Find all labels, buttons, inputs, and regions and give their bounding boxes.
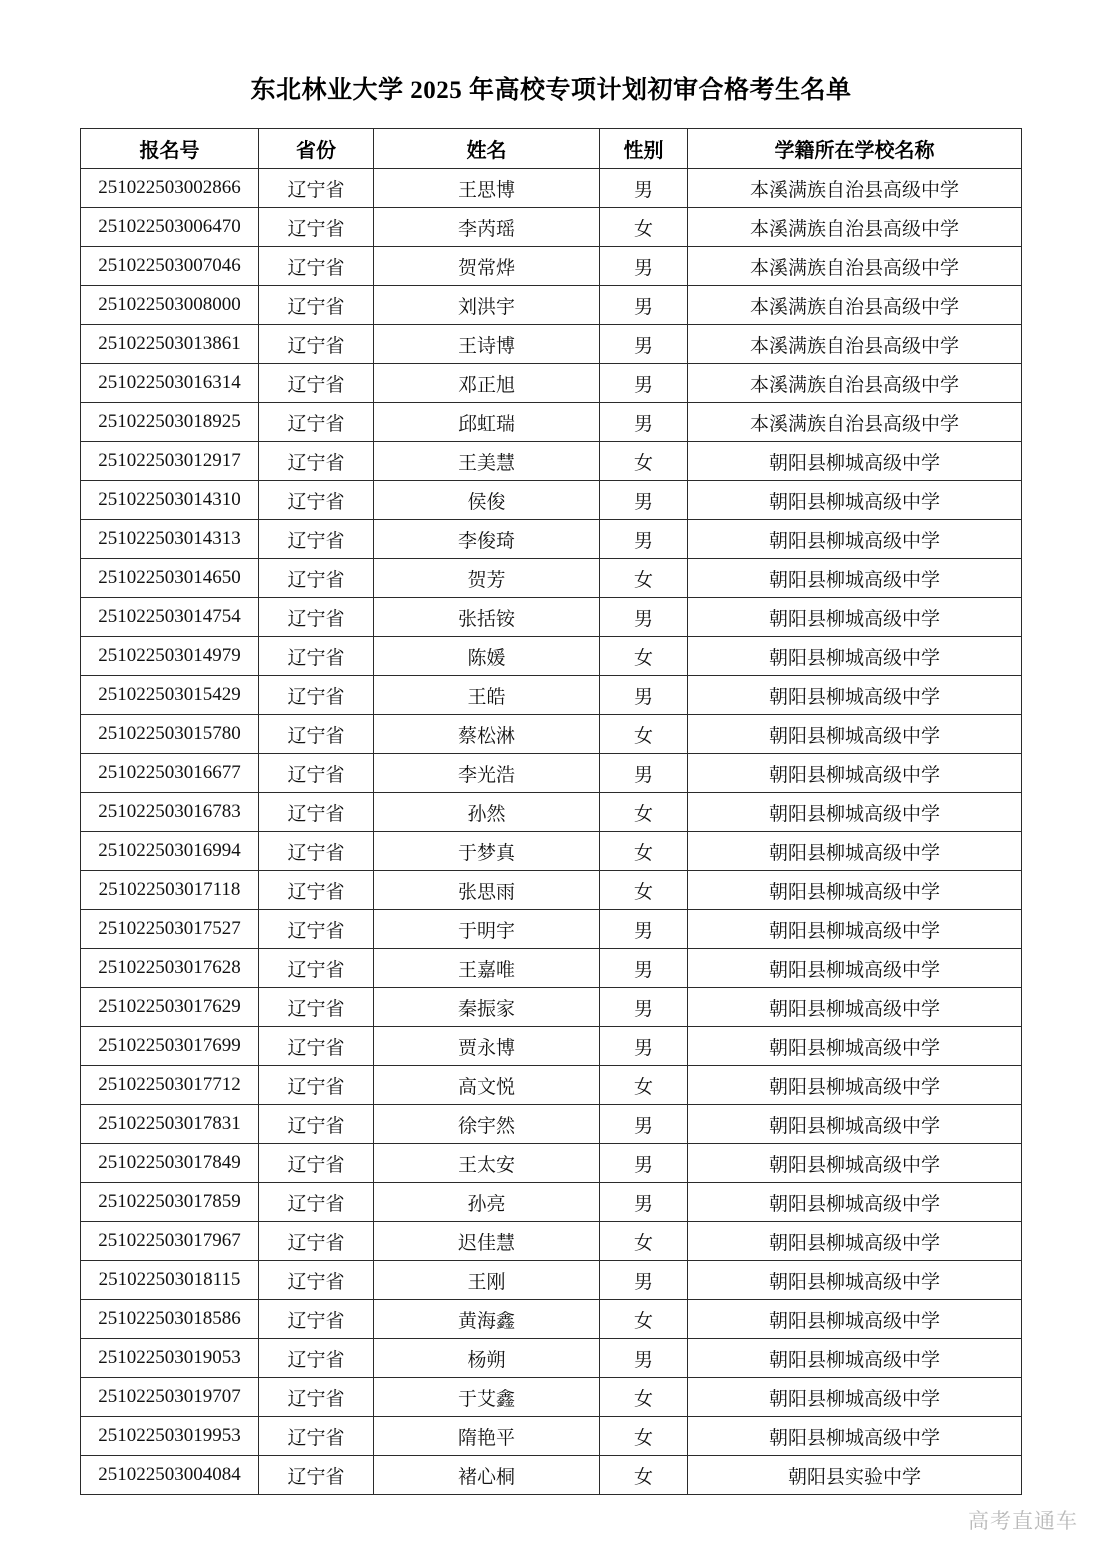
table-body bbox=[81, 169, 1022, 1495]
cell-school: 朝阳县柳城高级中学 bbox=[688, 1183, 1022, 1222]
cell-gender: 女 bbox=[600, 1417, 688, 1456]
cell-gender: 男 bbox=[600, 910, 688, 949]
cell-name: 李光浩 bbox=[374, 754, 600, 793]
cell-registration-number: 251022503014754 bbox=[81, 598, 259, 637]
cell-registration-number: 251022503017831 bbox=[81, 1105, 259, 1144]
cell-school: 朝阳县柳城高级中学 bbox=[688, 481, 1022, 520]
table-row bbox=[81, 949, 1022, 988]
cell-registration-number: 251022503018115 bbox=[81, 1261, 259, 1300]
table-row bbox=[81, 286, 1022, 325]
cell-school: 本溪满族自治县高级中学 bbox=[688, 364, 1022, 403]
table-row bbox=[81, 442, 1022, 481]
cell-registration-number: 251022503012917 bbox=[81, 442, 259, 481]
table-row bbox=[81, 1144, 1022, 1183]
cell-school: 朝阳县柳城高级中学 bbox=[688, 1339, 1022, 1378]
cell-school: 朝阳县柳城高级中学 bbox=[688, 676, 1022, 715]
cell-province: 辽宁省 bbox=[259, 1222, 374, 1261]
table-row bbox=[81, 559, 1022, 598]
cell-name: 王美慧 bbox=[374, 442, 600, 481]
cell-name: 孙然 bbox=[374, 793, 600, 832]
cell-school: 朝阳县柳城高级中学 bbox=[688, 598, 1022, 637]
cell-registration-number: 251022503017712 bbox=[81, 1066, 259, 1105]
cell-school: 朝阳县柳城高级中学 bbox=[688, 1105, 1022, 1144]
table-row bbox=[81, 1183, 1022, 1222]
cell-registration-number: 251022503019707 bbox=[81, 1378, 259, 1417]
table-row bbox=[81, 1456, 1022, 1495]
table-row bbox=[81, 169, 1022, 208]
cell-province: 辽宁省 bbox=[259, 1300, 374, 1339]
cell-name: 黄海鑫 bbox=[374, 1300, 600, 1339]
cell-gender: 男 bbox=[600, 598, 688, 637]
column-header-school: 学籍所在学校名称 bbox=[688, 129, 1022, 169]
cell-registration-number: 251022503014650 bbox=[81, 559, 259, 598]
cell-name: 张思雨 bbox=[374, 871, 600, 910]
cell-registration-number: 251022503016783 bbox=[81, 793, 259, 832]
cell-province: 辽宁省 bbox=[259, 598, 374, 637]
cell-registration-number: 251022503014310 bbox=[81, 481, 259, 520]
cell-gender: 男 bbox=[600, 403, 688, 442]
cell-registration-number: 251022503014313 bbox=[81, 520, 259, 559]
cell-province: 辽宁省 bbox=[259, 169, 374, 208]
cell-name: 李芮瑶 bbox=[374, 208, 600, 247]
table-row bbox=[81, 1300, 1022, 1339]
cell-school: 本溪满族自治县高级中学 bbox=[688, 169, 1022, 208]
cell-registration-number: 251022503002866 bbox=[81, 169, 259, 208]
table-row bbox=[81, 481, 1022, 520]
cell-school: 朝阳县柳城高级中学 bbox=[688, 520, 1022, 559]
cell-name: 贺常烨 bbox=[374, 247, 600, 286]
cell-name: 隋艳平 bbox=[374, 1417, 600, 1456]
cell-name: 徐宇然 bbox=[374, 1105, 600, 1144]
cell-registration-number: 251022503017849 bbox=[81, 1144, 259, 1183]
cell-registration-number: 251022503017527 bbox=[81, 910, 259, 949]
cell-school: 朝阳县柳城高级中学 bbox=[688, 949, 1022, 988]
cell-gender: 女 bbox=[600, 208, 688, 247]
cell-registration-number: 251022503019953 bbox=[81, 1417, 259, 1456]
cell-school: 朝阳县柳城高级中学 bbox=[688, 442, 1022, 481]
cell-province: 辽宁省 bbox=[259, 559, 374, 598]
cell-gender: 女 bbox=[600, 1456, 688, 1495]
cell-registration-number: 251022503018586 bbox=[81, 1300, 259, 1339]
table-row bbox=[81, 754, 1022, 793]
cell-school: 朝阳县实验中学 bbox=[688, 1456, 1022, 1495]
cell-name: 陈媛 bbox=[374, 637, 600, 676]
cell-school: 朝阳县柳城高级中学 bbox=[688, 1378, 1022, 1417]
cell-name: 蔡松淋 bbox=[374, 715, 600, 754]
cell-province: 辽宁省 bbox=[259, 247, 374, 286]
cell-name: 王诗博 bbox=[374, 325, 600, 364]
table-row bbox=[81, 832, 1022, 871]
cell-name: 王嘉唯 bbox=[374, 949, 600, 988]
cell-gender: 女 bbox=[600, 1222, 688, 1261]
cell-gender: 男 bbox=[600, 364, 688, 403]
cell-school: 本溪满族自治县高级中学 bbox=[688, 208, 1022, 247]
cell-gender: 男 bbox=[600, 676, 688, 715]
cell-registration-number: 251022503017629 bbox=[81, 988, 259, 1027]
table-row bbox=[81, 1378, 1022, 1417]
cell-school: 朝阳县柳城高级中学 bbox=[688, 910, 1022, 949]
cell-school: 本溪满族自治县高级中学 bbox=[688, 325, 1022, 364]
cell-registration-number: 251022503008000 bbox=[81, 286, 259, 325]
cell-registration-number: 251022503015780 bbox=[81, 715, 259, 754]
cell-province: 辽宁省 bbox=[259, 676, 374, 715]
cell-gender: 女 bbox=[600, 832, 688, 871]
cell-name: 于明宇 bbox=[374, 910, 600, 949]
cell-province: 辽宁省 bbox=[259, 715, 374, 754]
cell-province: 辽宁省 bbox=[259, 208, 374, 247]
table-row bbox=[81, 247, 1022, 286]
table-row bbox=[81, 1105, 1022, 1144]
cell-province: 辽宁省 bbox=[259, 1105, 374, 1144]
table-row bbox=[81, 637, 1022, 676]
cell-registration-number: 251022503017699 bbox=[81, 1027, 259, 1066]
cell-school: 朝阳县柳城高级中学 bbox=[688, 1027, 1022, 1066]
cell-province: 辽宁省 bbox=[259, 1183, 374, 1222]
table-row bbox=[81, 1261, 1022, 1300]
roster-table bbox=[80, 128, 1022, 1495]
cell-province: 辽宁省 bbox=[259, 1417, 374, 1456]
cell-school: 本溪满族自治县高级中学 bbox=[688, 403, 1022, 442]
table-row bbox=[81, 598, 1022, 637]
cell-school: 本溪满族自治县高级中学 bbox=[688, 286, 1022, 325]
cell-gender: 女 bbox=[600, 793, 688, 832]
cell-gender: 男 bbox=[600, 1261, 688, 1300]
cell-gender: 男 bbox=[600, 1339, 688, 1378]
cell-gender: 男 bbox=[600, 247, 688, 286]
table-row bbox=[81, 715, 1022, 754]
cell-school: 朝阳县柳城高级中学 bbox=[688, 559, 1022, 598]
table-row bbox=[81, 364, 1022, 403]
watermark: 高考直通车 bbox=[968, 1510, 1078, 1533]
cell-gender: 男 bbox=[600, 325, 688, 364]
cell-gender: 男 bbox=[600, 1183, 688, 1222]
cell-province: 辽宁省 bbox=[259, 286, 374, 325]
table-row bbox=[81, 1066, 1022, 1105]
cell-registration-number: 251022503016994 bbox=[81, 832, 259, 871]
cell-gender: 女 bbox=[600, 442, 688, 481]
column-header-province: 省份 bbox=[259, 129, 374, 169]
cell-gender: 女 bbox=[600, 871, 688, 910]
cell-gender: 女 bbox=[600, 1066, 688, 1105]
cell-registration-number: 251022503016677 bbox=[81, 754, 259, 793]
cell-province: 辽宁省 bbox=[259, 364, 374, 403]
cell-province: 辽宁省 bbox=[259, 403, 374, 442]
cell-name: 于梦真 bbox=[374, 832, 600, 871]
cell-province: 辽宁省 bbox=[259, 325, 374, 364]
cell-name: 于艾鑫 bbox=[374, 1378, 600, 1417]
cell-name: 刘洪宇 bbox=[374, 286, 600, 325]
page-title: 东北林业大学 2025 年高校专项计划初审合格考生名单 bbox=[250, 77, 852, 104]
cell-province: 辽宁省 bbox=[259, 637, 374, 676]
cell-province: 辽宁省 bbox=[259, 1066, 374, 1105]
table-row bbox=[81, 403, 1022, 442]
cell-province: 辽宁省 bbox=[259, 481, 374, 520]
cell-school: 朝阳县柳城高级中学 bbox=[688, 1417, 1022, 1456]
table-row bbox=[81, 520, 1022, 559]
cell-name: 孙亮 bbox=[374, 1183, 600, 1222]
column-header-registration-number: 报名号 bbox=[81, 129, 259, 169]
cell-gender: 男 bbox=[600, 1027, 688, 1066]
table-row bbox=[81, 988, 1022, 1027]
cell-school: 朝阳县柳城高级中学 bbox=[688, 1144, 1022, 1183]
cell-name: 张括铵 bbox=[374, 598, 600, 637]
cell-name: 王太安 bbox=[374, 1144, 600, 1183]
cell-name: 迟佳慧 bbox=[374, 1222, 600, 1261]
table-row bbox=[81, 208, 1022, 247]
cell-registration-number: 251022503017859 bbox=[81, 1183, 259, 1222]
cell-name: 侯俊 bbox=[374, 481, 600, 520]
cell-registration-number: 251022503019053 bbox=[81, 1339, 259, 1378]
cell-province: 辽宁省 bbox=[259, 754, 374, 793]
cell-gender: 男 bbox=[600, 1144, 688, 1183]
table-row bbox=[81, 910, 1022, 949]
cell-gender: 男 bbox=[600, 1105, 688, 1144]
cell-gender: 男 bbox=[600, 988, 688, 1027]
cell-province: 辽宁省 bbox=[259, 871, 374, 910]
cell-name: 邱虹瑞 bbox=[374, 403, 600, 442]
column-header-gender: 性别 bbox=[600, 129, 688, 169]
cell-registration-number: 251022503016314 bbox=[81, 364, 259, 403]
cell-province: 辽宁省 bbox=[259, 1378, 374, 1417]
cell-gender: 男 bbox=[600, 754, 688, 793]
cell-registration-number: 251022503004084 bbox=[81, 1456, 259, 1495]
cell-name: 李俊琦 bbox=[374, 520, 600, 559]
cell-registration-number: 251022503018925 bbox=[81, 403, 259, 442]
cell-name: 杨朔 bbox=[374, 1339, 600, 1378]
cell-province: 辽宁省 bbox=[259, 949, 374, 988]
cell-name: 王刚 bbox=[374, 1261, 600, 1300]
table-header bbox=[81, 129, 1022, 169]
cell-province: 辽宁省 bbox=[259, 1144, 374, 1183]
cell-school: 朝阳县柳城高级中学 bbox=[688, 1066, 1022, 1105]
cell-name: 邓正旭 bbox=[374, 364, 600, 403]
cell-registration-number: 251022503017967 bbox=[81, 1222, 259, 1261]
cell-registration-number: 251022503015429 bbox=[81, 676, 259, 715]
column-header-name: 姓名 bbox=[374, 129, 600, 169]
cell-province: 辽宁省 bbox=[259, 910, 374, 949]
cell-gender: 男 bbox=[600, 949, 688, 988]
table-row bbox=[81, 325, 1022, 364]
cell-school: 朝阳县柳城高级中学 bbox=[688, 832, 1022, 871]
cell-school: 朝阳县柳城高级中学 bbox=[688, 637, 1022, 676]
cell-name: 王思博 bbox=[374, 169, 600, 208]
table-row bbox=[81, 1027, 1022, 1066]
cell-gender: 男 bbox=[600, 286, 688, 325]
cell-name: 褚心桐 bbox=[374, 1456, 600, 1495]
cell-registration-number: 251022503017628 bbox=[81, 949, 259, 988]
cell-school: 朝阳县柳城高级中学 bbox=[688, 793, 1022, 832]
cell-gender: 女 bbox=[600, 559, 688, 598]
cell-gender: 男 bbox=[600, 481, 688, 520]
cell-school: 朝阳县柳城高级中学 bbox=[688, 1300, 1022, 1339]
cell-gender: 女 bbox=[600, 715, 688, 754]
table-header-row bbox=[81, 129, 1022, 169]
cell-name: 秦振家 bbox=[374, 988, 600, 1027]
cell-province: 辽宁省 bbox=[259, 1456, 374, 1495]
cell-school: 朝阳县柳城高级中学 bbox=[688, 871, 1022, 910]
cell-name: 高文悦 bbox=[374, 1066, 600, 1105]
cell-gender: 女 bbox=[600, 1300, 688, 1339]
cell-registration-number: 251022503014979 bbox=[81, 637, 259, 676]
cell-province: 辽宁省 bbox=[259, 520, 374, 559]
cell-school: 朝阳县柳城高级中学 bbox=[688, 754, 1022, 793]
cell-gender: 女 bbox=[600, 1378, 688, 1417]
table-row bbox=[81, 676, 1022, 715]
cell-registration-number: 251022503006470 bbox=[81, 208, 259, 247]
table-row bbox=[81, 871, 1022, 910]
table-row bbox=[81, 1222, 1022, 1261]
table-row bbox=[81, 793, 1022, 832]
cell-gender: 男 bbox=[600, 169, 688, 208]
cell-school: 朝阳县柳城高级中学 bbox=[688, 988, 1022, 1027]
roster-table-container bbox=[80, 128, 1021, 1495]
cell-province: 辽宁省 bbox=[259, 988, 374, 1027]
table-row bbox=[81, 1417, 1022, 1456]
cell-province: 辽宁省 bbox=[259, 442, 374, 481]
cell-registration-number: 251022503013861 bbox=[81, 325, 259, 364]
cell-province: 辽宁省 bbox=[259, 1261, 374, 1300]
cell-registration-number: 251022503017118 bbox=[81, 871, 259, 910]
table-row bbox=[81, 1339, 1022, 1378]
cell-school: 朝阳县柳城高级中学 bbox=[688, 1222, 1022, 1261]
cell-gender: 男 bbox=[600, 520, 688, 559]
cell-name: 贺芳 bbox=[374, 559, 600, 598]
cell-registration-number: 251022503007046 bbox=[81, 247, 259, 286]
cell-school: 朝阳县柳城高级中学 bbox=[688, 715, 1022, 754]
cell-gender: 女 bbox=[600, 637, 688, 676]
cell-school: 朝阳县柳城高级中学 bbox=[688, 1261, 1022, 1300]
cell-name: 贾永博 bbox=[374, 1027, 600, 1066]
cell-province: 辽宁省 bbox=[259, 1339, 374, 1378]
cell-province: 辽宁省 bbox=[259, 793, 374, 832]
cell-name: 王皓 bbox=[374, 676, 600, 715]
cell-school: 本溪满族自治县高级中学 bbox=[688, 247, 1022, 286]
cell-province: 辽宁省 bbox=[259, 1027, 374, 1066]
cell-province: 辽宁省 bbox=[259, 832, 374, 871]
